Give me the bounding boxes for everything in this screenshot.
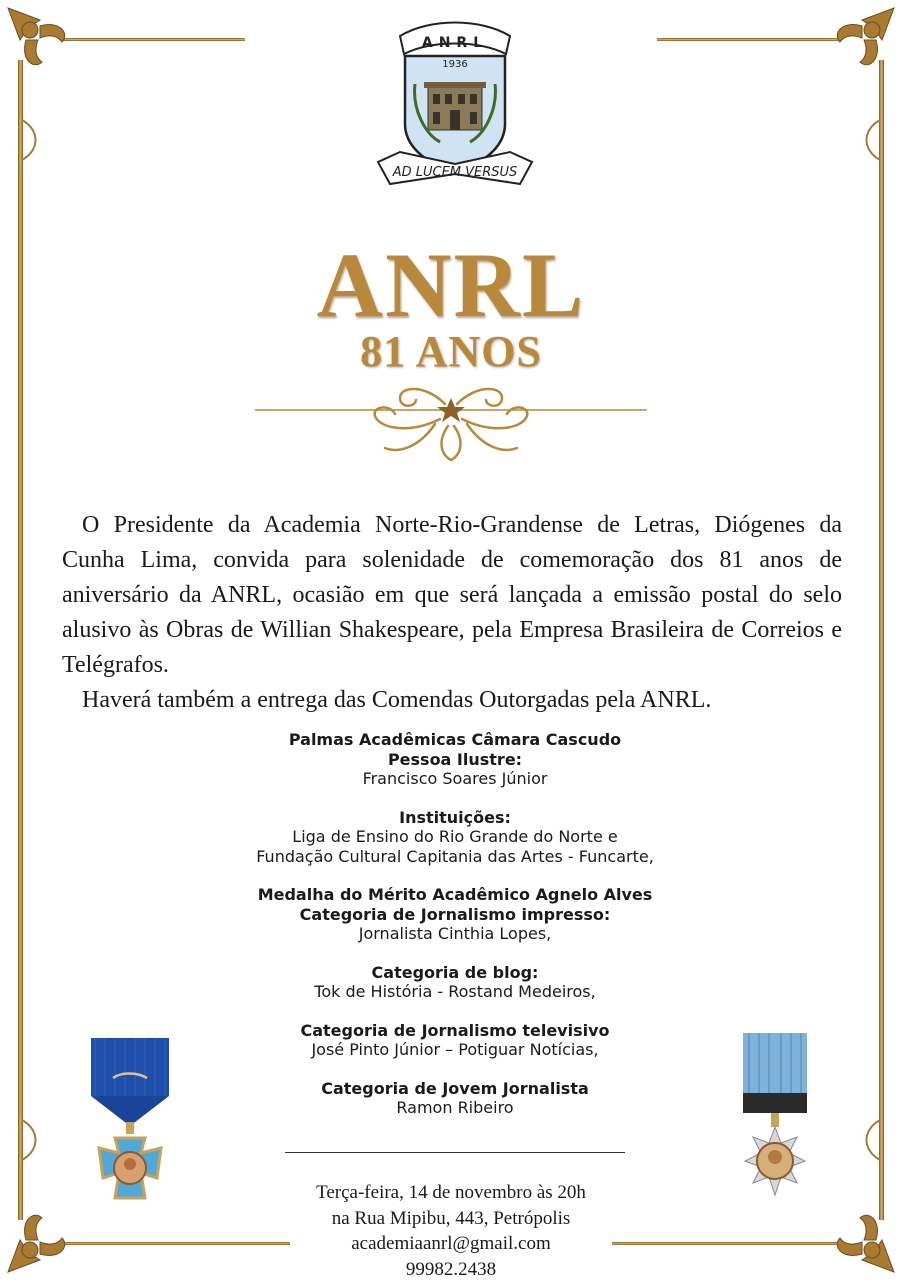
palmas-title: Palmas Acadêmicas Câmara Cascudo: [200, 730, 710, 750]
crest-motto: AD LUCEM VERSUS: [392, 165, 518, 180]
medal-star-icon: [735, 1033, 815, 1205]
anrl-crest-logo: [370, 14, 540, 189]
invitation-paragraph-2: Haverá também a entrega das Comendas Outorgadas pela ANRL.: [62, 683, 842, 718]
blog-label: Categoria de blog:: [200, 963, 710, 983]
crest-year: 1936: [442, 59, 467, 70]
tv-label: Categoria de Jornalismo televisivo: [200, 1021, 710, 1041]
crest-banner-text: ANRL: [422, 35, 488, 51]
pessoa-label: Pessoa Ilustre:: [200, 750, 710, 770]
event-date-time: Terça-feira, 14 de novembro às 20h: [0, 1180, 902, 1206]
footer-divider: [285, 1152, 625, 1153]
ornamental-star-divider: [250, 374, 652, 464]
event-address: na Rua Mipibu, 443, Petrópolis: [0, 1206, 902, 1232]
blog-name: Tok de História - Rostand Medeiros,: [200, 982, 710, 1002]
instituicao-1: Liga de Ensino do Rio Grande do Norte e: [200, 827, 710, 847]
impresso-label: Categoria de Jornalismo impresso:: [200, 905, 710, 925]
instituicao-2: Fundação Cultural Capitania das Artes - Funcarte,: [200, 847, 710, 867]
pessoa-name: Francisco Soares Júnior: [200, 769, 710, 789]
jovem-name: Ramon Ribeiro: [200, 1098, 710, 1118]
page-title: ANRL: [0, 232, 902, 338]
event-phone: 99982.2438: [0, 1257, 902, 1282]
invitation-paragraph-1: O Presidente da Academia Norte-Rio-Grandense de Letras, Diógenes da Cunha Lima, convida para solenidade de comemoração dos 81 anos de aniversário da ANRL, ocasião em que será lançada a emissão postal do selo alusivo às Obras de Willian Shakespeare, pela Empresa Brasileira de Correios e Telégrafos.: [62, 508, 842, 683]
event-email: academiaanrl@gmail.com: [0, 1231, 902, 1257]
invitation-text: [62, 508, 842, 718]
tv-name: José Pinto Júnior – Potiguar Notícias,: [200, 1040, 710, 1060]
impresso-name: Jornalista Cinthia Lopes,: [200, 924, 710, 944]
honors-list: [200, 730, 710, 1118]
medalha-title: Medalha do Mérito Acadêmico Agnelo Alves: [200, 885, 710, 905]
medal-blue-cross-icon: [85, 1038, 175, 1210]
page-subtitle: 81 ANOS: [0, 326, 902, 377]
instituicoes-label: Instituições:: [200, 808, 710, 828]
jovem-label: Categoria de Jovem Jornalista: [200, 1079, 710, 1099]
